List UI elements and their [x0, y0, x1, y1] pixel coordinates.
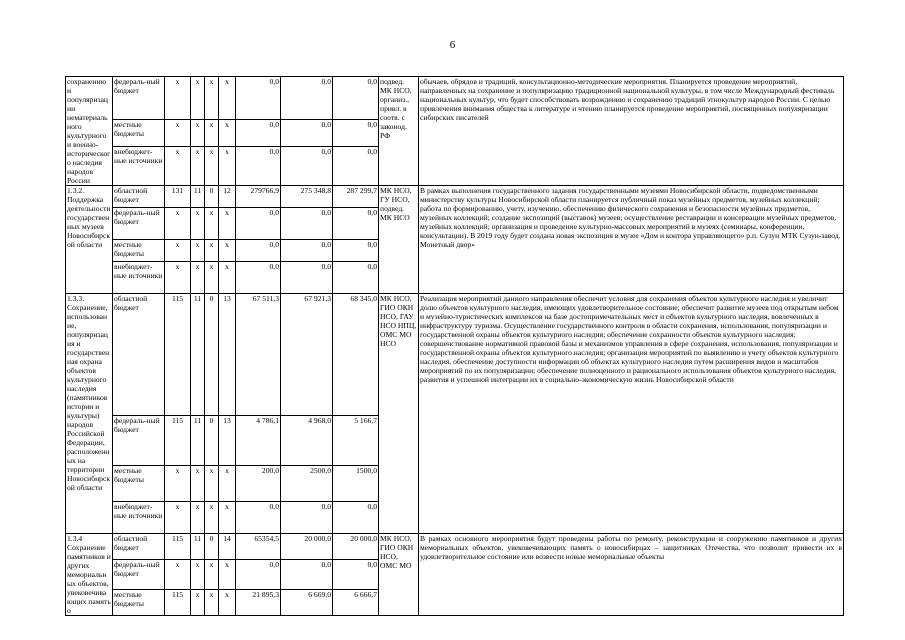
description: Реализация мероприятий данного направления обеспечит условия для сохранения объектов культурного наследия и увеличит долю объектов культурного наследия, имеющих удовлетворительное состояние; обеспечит развитие музеев под открытым небом и музейно-туристических комплексов на базе достопримечательных мест и объектов культурного наследия, вовлеченных в инфраструктуру туризма. Осуществление государственного контроля в области сохранения, использования, популяризации и государственной охраны объектов культурного наследия; обеспечение сохранности объектов культурного наследия; совершенствование нормативной правовой базы и механизмов управления в сфере сохранения, использования, популяризации и государственной охраны объектов культурного наследия; организация мероприятий по выявлению и учету объектов культурного наследия, обеспечение доступности информации об объектах культурного наследия путем расширения видов и масштабов мероприятий по их популяризации; обеспечение полноценного и рационального использования объектов культурного наследия, развития и успешной интеграции их в социально-экономическую жизнь Новосибирской области [419, 294, 844, 534]
table-row [66, 534, 844, 560]
amount-cell: 0,0 [281, 502, 333, 534]
amount-cell: 0,0 [333, 120, 379, 147]
amount-cell: 0,0 [236, 77, 281, 120]
amount-cell: 20 000,0 [333, 534, 379, 560]
funding-source: местные бюджеты [113, 120, 165, 147]
code-cell: х [191, 502, 205, 534]
code-cell: 13 [219, 294, 236, 416]
amount-cell: 0,0 [333, 77, 379, 120]
code-cell: х [205, 240, 219, 262]
code-cell: 11 [191, 294, 205, 416]
code-cell: х [205, 590, 219, 616]
executors: МК НСО, ГИО ОКН НСО, ОМС МО [379, 534, 419, 616]
amount-cell: 68 345,0 [333, 294, 379, 416]
code-cell: х [219, 559, 236, 589]
code-cell: х [219, 147, 236, 186]
amount-cell: 0,0 [281, 208, 333, 240]
table-row [66, 186, 844, 208]
funding-source: областной бюджет [113, 186, 165, 208]
amount-cell: 0,0 [236, 208, 281, 240]
code-cell: х [165, 77, 191, 120]
amount-cell: 279766,9 [236, 186, 281, 208]
measure-name: 1.3.4 Сохранение памятников и других мемориальных объектов, увековечивающих память о [67, 534, 111, 615]
amount-cell: 0,0 [236, 502, 281, 534]
code-cell: 131 [165, 186, 191, 208]
code-cell: х [191, 559, 205, 589]
measure-name: сохранению и популяризации нематериального культурного и военно-исторического наследия народов России [66, 77, 113, 186]
funding-source: областной бюджет [113, 294, 165, 416]
code-cell: 115 [165, 534, 191, 560]
code-cell: х [191, 208, 205, 240]
code-cell: х [205, 559, 219, 589]
code-cell: 11 [191, 416, 205, 466]
code-cell: х [205, 466, 219, 502]
amount-cell: 2500,0 [281, 466, 333, 502]
amount-cell: 200,0 [236, 466, 281, 502]
code-cell: х [165, 559, 191, 589]
code-cell: х [219, 120, 236, 147]
code-cell: 11 [191, 534, 205, 560]
funding-source: федераль-ный бюджет [113, 208, 165, 240]
amount-cell: 5 166,7 [333, 416, 379, 466]
code-cell: х [205, 208, 219, 240]
amount-cell: 0,0 [236, 559, 281, 589]
code-cell: х [165, 502, 191, 534]
table-row [66, 294, 844, 416]
amount-cell: 0,0 [281, 262, 333, 294]
amount-cell: 67 511,3 [236, 294, 281, 416]
amount-cell: 4 968,0 [281, 416, 333, 466]
description: В рамках выполнения государственного задания государственными музеями Новосибирской области, подведомственными министерству культуры Новосибирской области планируется публичный показ музейных предметов, музейных коллекций; работа по формированию, учету, изучению, обеспечению физического сохранения и безопасности музейных предметов, музейных коллекций; создание экспозиций (выставок) музеев; осуществление реставрации и консервации музейных предметов, музейных коллекций; организация и проведение культурно-массовых мероприятий в музеях (семинары, конференции, консультации). В 2019 году будет создана новая экспозиция в музее «Дом и контора управляющего» р.п. Сузун МТК Сузун-завод. Монетный двор» [419, 186, 844, 294]
executors: МК НСО, ГИО ОКН НСО, ГАУ НСО НПЦ, ОМС МО НСО [379, 294, 419, 534]
code-cell: х [219, 466, 236, 502]
amount-cell: 275 348,8 [281, 186, 333, 208]
code-cell: 115 [165, 416, 191, 466]
code-cell: х [205, 502, 219, 534]
funding-source: местные бюджеты [113, 466, 165, 502]
executors: МК НСО, ГУ НСО, подвед. МК НСО [379, 186, 419, 294]
funding-source: областной бюджет [113, 534, 165, 560]
amount-cell: 0,0 [333, 208, 379, 240]
code-cell: х [165, 120, 191, 147]
amount-cell: 20 000,0 [281, 534, 333, 560]
amount-cell: 0,0 [333, 240, 379, 262]
code-cell: х [219, 590, 236, 616]
amount-cell: 0,0 [333, 147, 379, 186]
code-cell: 0 [205, 534, 219, 560]
funding-source: внебюджет-ные источники [113, 262, 165, 294]
amount-cell: 0,0 [333, 502, 379, 534]
amount-cell: 4 786,1 [236, 416, 281, 466]
code-cell: 0 [205, 186, 219, 208]
code-cell: 0 [205, 294, 219, 416]
measure-name: 1.3.2. Поддержка деятельности государственных музеев Новосибирской области [66, 186, 113, 294]
code-cell: х [219, 77, 236, 120]
code-cell: х [191, 466, 205, 502]
program-table [65, 76, 844, 616]
funding-source: внебюджет-ные источники [113, 147, 165, 186]
measure-name: 1.3.3. Сохранение, использование, популяризация и государственная охрана объектов культурного наследия (памятников истории и культуры) народов Российской Федерации, расположенных на территории Новосибирской области [66, 294, 113, 534]
code-cell: х [191, 147, 205, 186]
code-cell: х [205, 77, 219, 120]
code-cell: х [165, 147, 191, 186]
amount-cell: 6 669,0 [281, 590, 333, 616]
amount-cell: 0,0 [281, 77, 333, 120]
code-cell: х [191, 590, 205, 616]
code-cell: х [205, 147, 219, 186]
code-cell: х [219, 502, 236, 534]
amount-cell: 65354,5 [236, 534, 281, 560]
amount-cell: 0,0 [236, 120, 281, 147]
table-row [66, 77, 844, 120]
description: В рамках основного мероприятия будут проведены работы по ремонту, реконструкции и сооружению памятников и других мемориальных объектов, увековечивающих память о новосибирцах – защитниках Отечества, что позволит привести их в удовлетворительное состояние или возвести новые мемориальные объекты [419, 534, 844, 616]
executors: подвед. МК НСО, организ., привл. в соотв. с законод. РФ [379, 77, 419, 186]
funding-source: местные бюджеты [113, 590, 165, 616]
code-cell: 11 [191, 186, 205, 208]
code-cell: х [191, 77, 205, 120]
page-number: 6 [449, 39, 456, 51]
description: обычаев, обрядов и традиций, консультационно-методические мероприятия. Планируется проведение мероприятий, направленных на сохранение и популяризацию традиционной национальной культуры, в том числе Международный фестиваль национальных культур, что будет способствовать возрождению и сохранению традиций этнокультур народов России. С целью привлечения внимания общества к литературе и чтению планируется проведение мероприятий, посвященных популяризации сибирских писателей [419, 77, 844, 186]
code-cell: 12 [219, 186, 236, 208]
amount-cell: 0,0 [236, 240, 281, 262]
code-cell: х [219, 262, 236, 294]
code-cell: х [165, 262, 191, 294]
funding-source: федераль-ный бюджет [113, 559, 165, 589]
amount-cell: 67 921,3 [281, 294, 333, 416]
code-cell: х [191, 240, 205, 262]
amount-cell: 0,0 [236, 262, 281, 294]
code-cell: х [165, 208, 191, 240]
code-cell: 115 [165, 294, 191, 416]
amount-cell: 0,0 [333, 559, 379, 589]
code-cell: х [205, 120, 219, 147]
amount-cell: 1500,0 [333, 466, 379, 502]
amount-cell: 0,0 [281, 240, 333, 262]
amount-cell: 0,0 [281, 147, 333, 186]
funding-source: федераль-ный бюджет [113, 416, 165, 466]
code-cell: х [219, 240, 236, 262]
code-cell: 115 [165, 590, 191, 616]
code-cell: х [165, 240, 191, 262]
code-cell: х [165, 466, 191, 502]
code-cell: 14 [219, 534, 236, 560]
code-cell: х [205, 262, 219, 294]
code-cell: х [191, 120, 205, 147]
code-cell: 13 [219, 416, 236, 466]
amount-cell: 0,0 [281, 120, 333, 147]
amount-cell: 6 666,7 [333, 590, 379, 616]
funding-source: внебюджет-ные источники [113, 502, 165, 534]
amount-cell: 0,0 [236, 147, 281, 186]
amount-cell: 0,0 [333, 262, 379, 294]
amount-cell: 0,0 [281, 559, 333, 589]
code-cell: х [219, 208, 236, 240]
amount-cell: 21 895,3 [236, 590, 281, 616]
amount-cell: 287 299,7 [333, 186, 379, 208]
funding-source: местные бюджеты [113, 240, 165, 262]
code-cell: 0 [205, 416, 219, 466]
code-cell: х [191, 262, 205, 294]
funding-source: федераль-ный бюджет [113, 77, 165, 120]
